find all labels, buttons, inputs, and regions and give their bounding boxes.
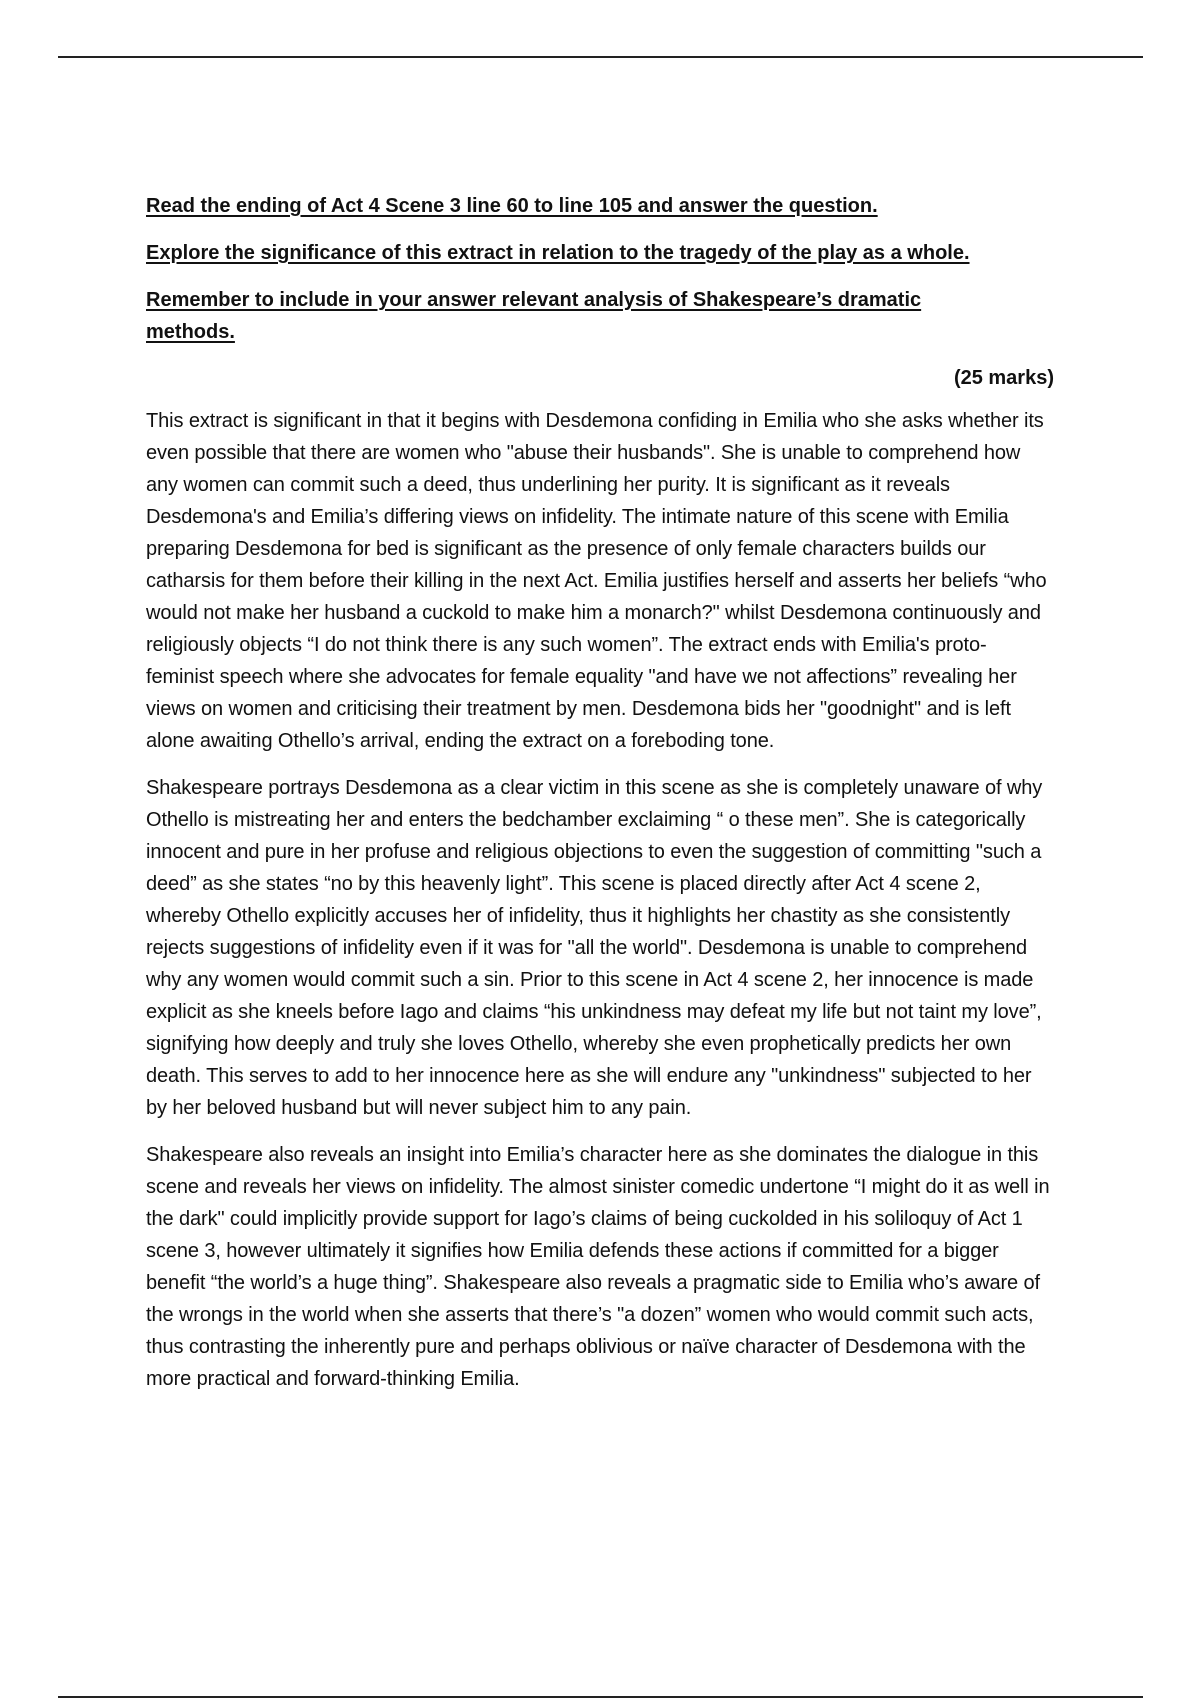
question-instruction: Read the ending of Act 4 Scene 3 line 60 to line 105 and answer the question. — [146, 195, 878, 217]
question-prompt: Explore the significance of this extract in relation to the tragedy of the play as a whole. — [146, 242, 970, 264]
header-rule — [58, 56, 1143, 58]
essay-paragraph-1: This extract is significant in that it begins with Desdemona confiding in Emilia who she asks whether its even possible that there are women who "abuse their husbands". She is unable to comprehend how any women can commit such a deed, thus underlining her purity. It is significant as it reveals Desdemona's and Emilia’s differing views on infidelity. The intimate nature of this scene with Emilia preparing Desdemona for bed is significant as the presence of only female characters builds our catharsis for them before their killing in the next Act. Emilia justifies herself and asserts her beliefs “who would not make her husband a cuckold to make him a monarch?" whilst Desdemona continuously and religiously objects “I do not think there is any such women”. The extract ends with Emilia's proto-feminist speech where she advocates for female equality "and have we not affections” revealing her views on women and criticising their treatment by men. Desdemona bids her "goodnight" and is left alone awaiting Othello’s arrival, ending the extract on a foreboding tone. — [146, 410, 1047, 752]
footer-rule — [58, 1696, 1143, 1698]
essay-paragraph-3: Shakespeare also reveals an insight into Emilia’s character here as she dominates the dialogue in this scene and reveals her views on infidelity. The almost sinister comedic undertone “I might do it as well in the dark" could implicitly provide support for Iago’s claims of being cuckolded in his soliloquy of Act 1 scene 3, however ultimately it signifies how Emilia defends these actions if committed for a bigger benefit “the world’s a huge thing”. Shakespeare also reveals a pragmatic side to Emilia who’s aware of the wrongs in the world when she asserts that there’s "a dozen” women who would commit such acts, thus contrasting the inherently pure and perhaps oblivious or naïve character of Desdemona with the more practical and forward-thinking Emilia. — [146, 1144, 1050, 1390]
essay-paragraph-2: Shakespeare portrays Desdemona as a clear victim in this scene as she is completely unaware of why Othello is mistreating her and enters the bedchamber exclaiming “ o these men”. She is categorically innocent and pure in her profuse and religious objections to even the suggestion of committing "such a deed” as she states “no by this heavenly light”. This scene is placed directly after Act 4 scene 2, whereby Othello explicitly accuses her of infidelity, thus it highlights her chastity as she consistently rejects suggestions of infidelity even if it was for "all the world". Desdemona is unable to comprehend why any women would commit such a sin. Prior to this scene in Act 4 scene 2, her innocence is made explicit as she kneels before Iago and claims “his unkindness may defeat my life but not taint my love”, signifying how deeply and truly she loves Othello, whereby she even prophetically predicts her own death. This serves to add to her innocence here as she will endure any "unkindness" subjected to her by her beloved husband but will never subject him to any pain. — [146, 777, 1043, 1119]
document-body — [146, 190, 1054, 1395]
marks-label: (25 marks) — [953, 367, 1054, 389]
question-reminder: Remember to include in your answer relevant analysis of Shakespeare’s dramatic methods. — [146, 289, 922, 343]
